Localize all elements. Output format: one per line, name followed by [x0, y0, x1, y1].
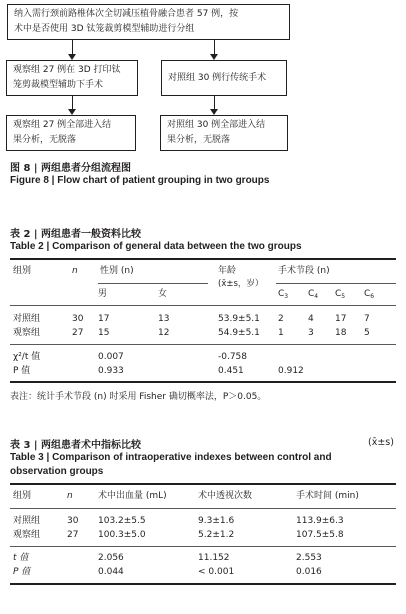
stat-label: P 值 — [13, 366, 31, 376]
table3-caption-en: observation groups — [10, 466, 104, 477]
header-age-unit: (x̄±s，岁） — [218, 279, 264, 289]
stat-time: 0.016 — [296, 567, 322, 577]
header-group: 组别 — [13, 491, 32, 501]
flow-text: 对照组 30 例全部进入结 — [167, 120, 266, 130]
header-n: n — [72, 266, 78, 276]
stat-time: 2.553 — [296, 553, 322, 563]
table3-caption-zh: 表 3 | 两组患者术中指标比较 — [10, 440, 142, 451]
row-male: 15 — [98, 328, 110, 338]
row-c6: 7 — [364, 314, 370, 324]
stat-fluoro: 11.152 — [198, 553, 230, 563]
header-n: n — [67, 491, 73, 501]
row-blood: 103.2±5.5 — [98, 516, 146, 526]
table-rule-mid — [10, 305, 396, 306]
stat-label: χ²/t 值 — [13, 352, 41, 362]
header-sex: 性别 (n) — [100, 266, 134, 276]
row-n: 30 — [67, 516, 79, 526]
row-time: 107.5±5.8 — [296, 530, 344, 540]
header-segment: 手术节段 (n) — [278, 266, 330, 276]
row-time: 113.9±6.3 — [296, 516, 344, 526]
stat-segment: 0.912 — [278, 366, 304, 376]
table-rule-bottom — [10, 381, 396, 383]
row-male: 17 — [98, 314, 110, 324]
table-rule-top — [10, 483, 396, 485]
flow-text: 笼剪裁模型辅助下手术 — [13, 80, 104, 90]
header-blood: 术中出血量 (mL) — [98, 491, 167, 501]
row-age: 53.9±5.1 — [218, 314, 260, 324]
row-fluoro: 5.2±1.2 — [198, 530, 235, 540]
stat-sex: 0.933 — [98, 366, 124, 376]
flow-text: 果分析，无脱落 — [13, 135, 77, 145]
flow-box-observation — [6, 60, 138, 96]
stat-sex: 0.007 — [98, 352, 124, 362]
row-c6: 5 — [364, 328, 370, 338]
flow-arrow — [72, 40, 73, 55]
table3-caption-en: Table 3 | Comparison of intraoperative indexes between control and — [10, 452, 332, 463]
row-blood: 100.3±5.0 — [98, 530, 146, 540]
row-age: 54.9±5.1 — [218, 328, 260, 338]
flow-box-enrollment — [7, 4, 290, 40]
row-c3: 1 — [278, 328, 284, 338]
row-female: 13 — [158, 314, 170, 324]
flow-text: 术中是否使用 3D 钛笼裁剪模型辅助进行分组 — [14, 24, 195, 34]
table2-caption-zh: 表 2 | 两组患者一般资料比较 — [10, 229, 142, 240]
flow-text: 观察组 27 例在 3D 打印钛 — [13, 65, 121, 75]
row-fluoro: 9.3±1.6 — [198, 516, 235, 526]
flow-box-control-result — [160, 115, 288, 151]
row-group: 对照组 — [13, 516, 41, 526]
stat-label: t 值 — [13, 553, 29, 563]
row-n: 27 — [72, 328, 84, 338]
stat-age: 0.451 — [218, 366, 244, 376]
header-c6: $C_6$ — [364, 289, 375, 300]
stat-label: P 值 — [13, 567, 31, 577]
row-group: 观察组 — [13, 530, 41, 540]
flow-arrow — [72, 96, 73, 110]
header-c4: $C_4$ — [308, 289, 319, 300]
header-c5: $C_5$ — [335, 289, 346, 300]
figure-caption-en: Figure 8 | Flow chart of patient grouping in two groups — [10, 175, 270, 186]
header-female: 女 — [158, 289, 168, 299]
stat-blood: 0.044 — [98, 567, 124, 577]
row-c3: 2 — [278, 314, 284, 324]
header-subrule — [276, 283, 396, 284]
stat-age: -0.758 — [218, 352, 248, 362]
flow-text: 纳入需行颈前路椎体次全切减压植骨融合患者 57 例，按 — [14, 9, 239, 19]
flow-text: 对照组 30 例行传统手术 — [168, 73, 267, 83]
flow-arrow — [214, 96, 215, 110]
stat-blood: 2.056 — [98, 553, 124, 563]
table-rule-mid — [10, 508, 396, 509]
table2-caption-en: Table 2 | Comparison of general data between the two groups — [10, 241, 302, 252]
figure-caption-zh: 图 8 | 两组患者分组流程图 — [10, 163, 132, 174]
table3-caption-unit: (x̄±s) — [368, 437, 394, 448]
row-group: 观察组 — [13, 328, 41, 338]
table-rule-bottom — [10, 583, 396, 585]
row-female: 12 — [158, 328, 170, 338]
header-subrule — [98, 283, 208, 284]
header-age: 年龄 — [218, 266, 237, 276]
row-n: 27 — [67, 530, 79, 540]
row-c4: 4 — [308, 314, 314, 324]
flow-box-observation-result — [6, 115, 136, 151]
header-male: 男 — [98, 289, 108, 299]
table-rule-stats — [10, 344, 396, 345]
header-fluoro: 术中透视次数 — [198, 491, 253, 501]
row-c5: 18 — [335, 328, 347, 338]
flow-text: 果分析，无脱落 — [167, 135, 231, 145]
row-group: 对照组 — [13, 314, 41, 324]
table-rule-stats — [10, 546, 396, 547]
row-c4: 3 — [308, 328, 314, 338]
table-rule-top — [10, 258, 396, 260]
header-c3: $C_3$ — [278, 289, 289, 300]
header-time: 手术时间 (min) — [296, 491, 359, 501]
flow-arrow — [214, 40, 215, 55]
flow-text: 观察组 27 例全部进入结 — [13, 120, 112, 130]
header-group: 组别 — [13, 266, 32, 276]
table2-note: 表注：统计手术节段 (n) 时采用 Fisher 确切概率法，P＞0.05。 — [10, 392, 267, 402]
flow-box-control — [161, 60, 287, 96]
stat-fluoro: < 0.001 — [198, 567, 235, 577]
row-c5: 17 — [335, 314, 347, 324]
row-n: 30 — [72, 314, 84, 324]
